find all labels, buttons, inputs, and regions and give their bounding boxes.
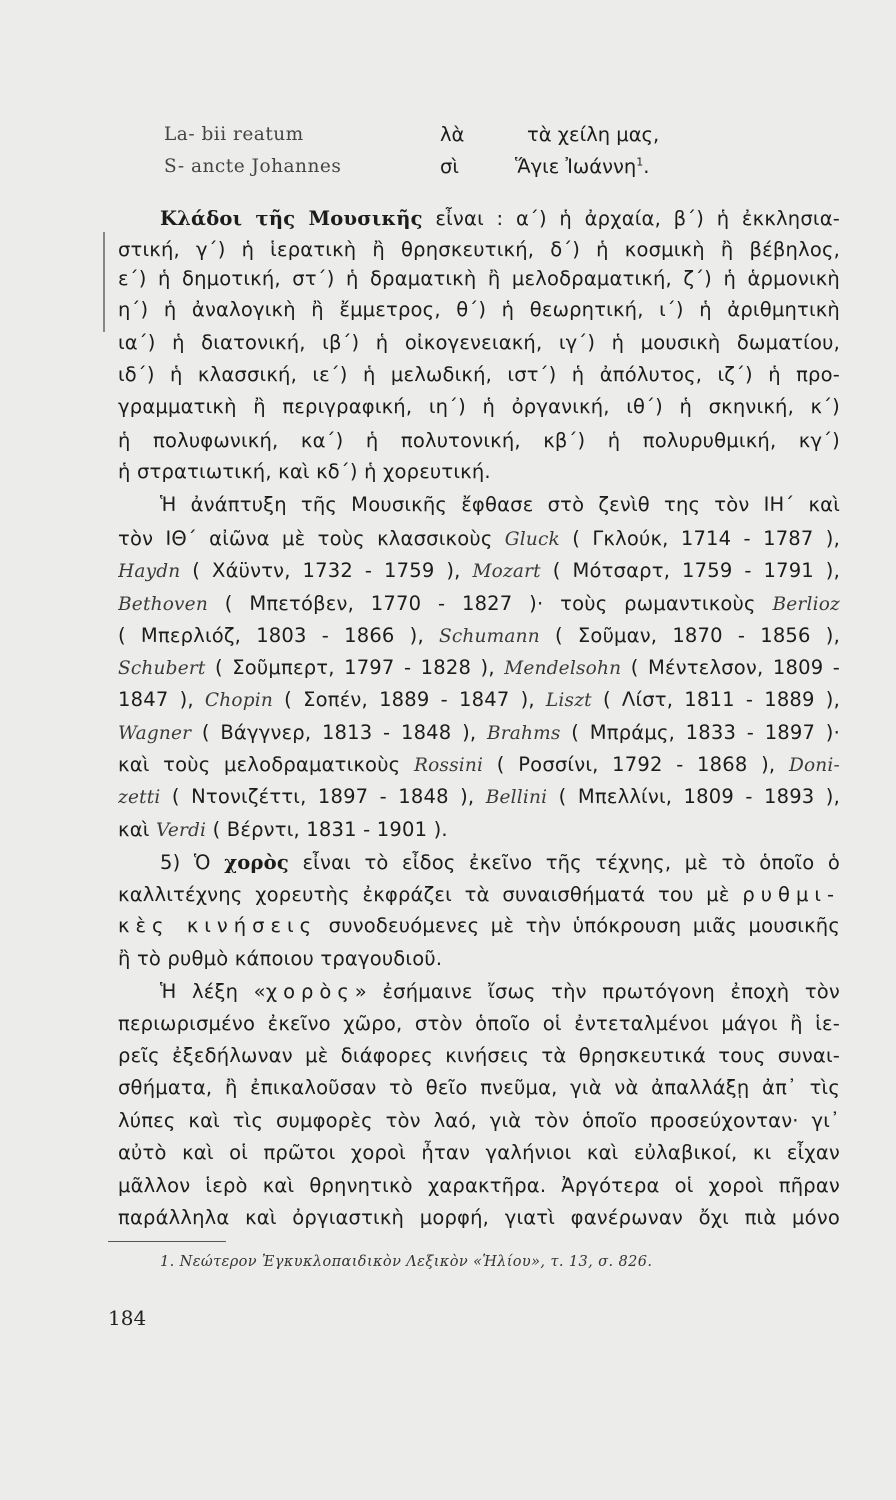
p3-line-4: ἢ τὸ ρυθμὸ κάποιου τραγουδιοῦ.: [118, 947, 443, 970]
composer-wagner: Wagner: [118, 723, 192, 744]
p4-line-5: λύπες καὶ τὶς συμφορὲς τὸν λαό, γιὰ τὸν ὁποῖο προσεύχονταν· γι᾽: [118, 1109, 840, 1132]
verse-syllable-1: λὰ: [440, 123, 465, 146]
p4-line-3: ρεῖς ἐξεδήλωναν μὲ διάφορες κινήσεις τὰ θρησκευτικά τους συναι-: [118, 1044, 840, 1067]
p1-line-2: στική, γ΄) ἡ ἱερατικὴ ἢ θρησκευτική, δ΄) ἡ κοσμικὴ ἢ βέβηλος,: [118, 238, 840, 261]
p2-line-4: Bethoven ( Μπετόβεν, 1770 - 1827 )· τοὺς ρωμαντικοὺς Berlioz: [118, 592, 840, 615]
term-choros: χορὸς: [224, 851, 289, 874]
composer-bethoven: Bethoven: [118, 594, 208, 615]
verse-greek-2: Ἅγιε Ἰωάννη$^1$.: [515, 155, 650, 178]
footnote: 1. Νεώτερον Ἐγκυκλοπαιδικὸν Λεξικὸν «Ἡλίου», τ. 13, σ. 826.: [160, 1254, 653, 1270]
page-number: 184: [108, 1306, 147, 1330]
p1-line-6: ιδ΄) ἡ κλασσική, ιε΄) ἡ μελωδική, ιστ΄) ἡ ἀπόλυτος, ιζ΄) ἡ προ-: [118, 363, 840, 386]
composer-rossini: Rossini: [413, 755, 484, 776]
composer-bellini: Bellini: [485, 787, 548, 808]
verse-syllable-2: σὶ: [440, 155, 459, 178]
p2-line-11: καὶ Verdi ( Βέρντι, 1831 - 1901 ).: [118, 818, 448, 841]
p1-line-4: η΄) ἡ ἀναλογικὴ ἢ ἔμμετρος, θ΄) ἡ θεωρητική, ι΄) ἡ ἀριθμητικὴ: [118, 298, 840, 321]
p2-line-3: Haydn ( Χάϋντν, 1732 - 1759 ), Mozart ( Μότσαρτ, 1759 - 1791 ),: [118, 559, 840, 582]
p2-line-6: Schubert ( Σοῦμπερτ, 1797 - 1828 ), Mendelsohn ( Μέντελσον, 1809 -: [118, 656, 840, 679]
p2-line-7: 1847 ), Chopin ( Σοπέν, 1889 - 1847 ), Liszt ( Λίστ, 1811 - 1889 ),: [118, 688, 840, 711]
p2-line-9: καὶ τοὺς μελοδραματικοὺς Rossini ( Ροσσίνι, 1792 - 1868 ), Doni-: [118, 753, 840, 776]
p3-line-3: κὲς κινήσεις συνοδευόμενες μὲ τὴν ὑπόκρουση μιᾶς μουσικῆς: [118, 914, 840, 937]
p1-line-5: ια΄) ἡ διατονική, ιβ΄) ἡ οἰκογενειακή, ιγ΄) ἡ μουσικὴ δωματίου,: [118, 331, 840, 354]
composer-schubert: Schubert: [118, 658, 206, 679]
verse-greek-1: τὰ χείλη μας,: [527, 123, 660, 146]
spaced-rhythmic-b: κὲς κινήσεις: [118, 914, 318, 937]
p2-line-2: τὸν ΙΘ΄ αἰῶνα μὲ τοὺς κλασσικοὺς Gluck ( Γκλούκ, 1714 - 1787 ),: [118, 527, 840, 550]
p3-line-1: 5) Ὁ χορὸς εἶναι τὸ εἶδος ἐκεῖνο τῆς τέχνης, μὲ τὸ ὁποῖο ὁ: [160, 851, 840, 874]
composer-brahms: Brahms: [486, 723, 561, 744]
spaced-rhythmic-a: ρυθμι-: [742, 883, 840, 906]
composer-schumann: Schumann: [438, 626, 540, 647]
p4-line-6: αὐτὸ καὶ οἱ πρῶτοι χοροὶ ἦταν γαλήνιοι καὶ εὐλαβικοί, κι εἶχαν: [118, 1141, 840, 1164]
p2-line-5: ( Μπερλιόζ, 1803 - 1866 ), Schumann ( Σοῦμαν, 1870 - 1856 ),: [118, 624, 840, 647]
p2-line-8: Wagner ( Βάγγνερ, 1813 - 1848 ), Brahms ( Μπράμς, 1833 - 1897 )·: [118, 721, 840, 744]
composer-liszt: Liszt: [545, 690, 592, 711]
composer-berlioz: Berlioz: [772, 594, 840, 615]
composer-donizetti-b: zetti: [118, 787, 161, 808]
verse-latin-2: S- ancte Johannes: [164, 156, 342, 177]
composer-donizetti-a: Doni-: [788, 755, 840, 776]
section-heading: Κλάδοι τῆς Μουσικῆς: [160, 207, 423, 230]
p2-line-1: Ἡ ἀνάπτυξη τῆς Μουσικῆς ἔφθασε στὸ ζενὶθ της τὸν ΙΗ΄ καὶ: [160, 493, 840, 516]
composer-haydn: Haydn: [118, 561, 181, 582]
composer-chopin: Chopin: [204, 690, 274, 711]
p2-line-10: zetti ( Ντονιζέττι, 1897 - 1848 ), Bellini ( Μπελλίνι, 1809 - 1893 ),: [118, 785, 840, 808]
spaced-choros: χορὸς: [265, 980, 355, 1003]
p1-line-3: ε΄) ἡ δημοτική, στ΄) ἡ δραματικὴ ἢ μελοδραματική, ζ΄) ἡ ἁρμονικὴ: [118, 267, 840, 290]
footnote-mark: 1: [636, 155, 644, 169]
verse-latin-1: La- bii reatum: [164, 124, 304, 145]
composer-mozart: Mozart: [472, 561, 541, 582]
composer-mendelsohn: Mendelsohn: [504, 658, 622, 679]
p3-line-2: καλλιτέχνης χορευτὴς ἐκφράζει τὰ συναισθήματά του μὲ ρυθμι-: [118, 883, 840, 906]
p4-line-1: Ἡ λέξη «χορὸς» ἐσήμαινε ἴσως τὴν πρωτόγονη ἐποχὴ τὸν: [160, 980, 840, 1003]
p1-line-1: Κλάδοι τῆς Μουσικῆς εἶναι : α΄) ἡ ἀρχαία, β΄) ἡ ἐκκλησια-: [160, 207, 840, 230]
p4-line-8: παράλληλα καὶ ὀργιαστικὴ μορφή, γιατὶ φανέρωναν ὄχι πιὰ μόνο: [118, 1206, 840, 1229]
composer-verdi: Verdi: [155, 820, 207, 841]
composer-gluck: Gluck: [504, 529, 560, 550]
p4-line-7: μᾶλλον ἱερὸ καὶ θρηνητικὸ χαρακτῆρα. Ἀργότερα οἱ χοροὶ πῆραν: [118, 1174, 840, 1197]
p1-line-8: ἡ πολυφωνική, κα΄) ἡ πολυτονική, κβ΄) ἡ πολυρυθμική, κγ΄): [118, 429, 840, 452]
p1-line-9: ἡ στρατιωτική, καὶ κδ΄) ἡ χορευτική.: [118, 460, 491, 483]
p4-line-2: περιωρισμένο ἐκεῖνο χῶρο, στὸν ὁποῖο οἱ ἐντεταλμένοι μάγοι ἢ ἱε-: [118, 1012, 840, 1035]
footnote-rule: [108, 1241, 226, 1242]
p4-line-4: σθήματα, ἢ ἐπικαλοῦσαν τὸ θεῖο πνεῦμα, γιὰ νὰ ἀπαλλάξῃ ἀπ᾽ τὶς: [118, 1076, 840, 1099]
margin-mark: [103, 232, 105, 332]
p1-line-7: γραμματικὴ ἢ περιγραφική, ιη΄) ἡ ὀργανική, ιθ΄) ἡ σκηνική, κ΄): [118, 395, 840, 418]
